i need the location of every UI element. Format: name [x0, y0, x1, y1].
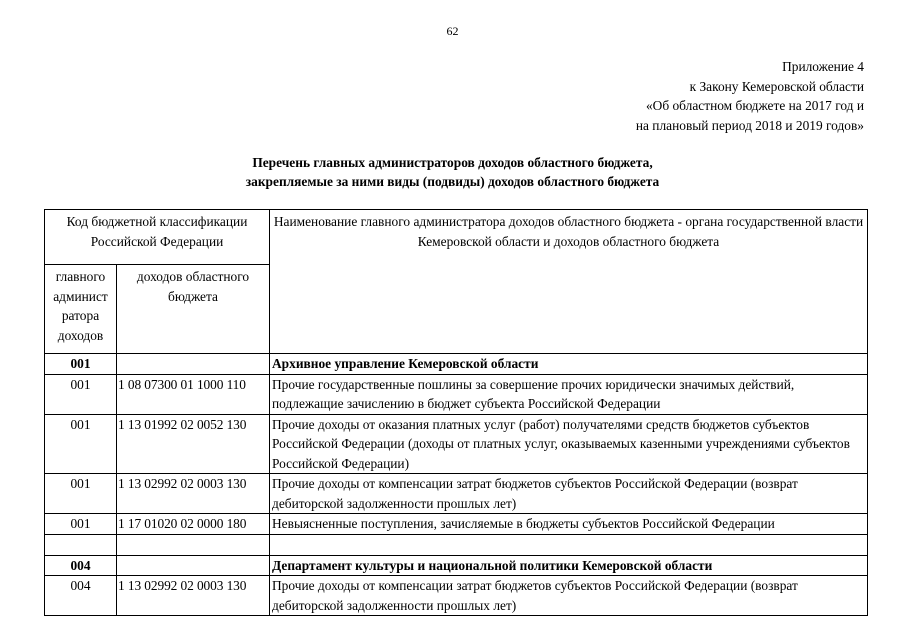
- header-code-group: Код бюджетной классификации Российской Федерации: [45, 210, 270, 265]
- table-row: [45, 474, 868, 514]
- income-code-cell: 1 13 01992 02 0052 130: [117, 414, 270, 474]
- admin-code-cell: 004: [45, 576, 117, 616]
- document-title-line: закрепляемые за ними виды (подвиды) доходов областного бюджета: [245, 174, 660, 189]
- admin-code-cell: 001: [45, 354, 117, 375]
- name-cell: Архивное управление Кемеровской области: [270, 354, 868, 375]
- appendix-line: «Об областном бюджете на 2017 год и: [645, 98, 864, 114]
- appendix-line: к Закону Кемеровской области: [689, 78, 864, 94]
- table-row: [45, 414, 868, 474]
- administrators-table: [44, 209, 868, 616]
- admin-code-cell: 001: [45, 474, 117, 514]
- income-code-cell: 1 13 02992 02 0003 130: [117, 474, 270, 514]
- header-admin-column: главного админист ратора доходов: [45, 265, 117, 354]
- spacer-cell: [270, 534, 868, 555]
- income-code-cell: 1 13 02992 02 0003 130: [117, 576, 270, 616]
- table-row: [45, 374, 868, 414]
- admin-code-cell: 001: [45, 514, 117, 535]
- document-title: [0, 153, 905, 191]
- admin-code-cell: 001: [45, 374, 117, 414]
- spacer-cell: [45, 534, 117, 555]
- header-name-column: Наименование главного администратора доходов областного бюджета - органа государственной власти Кемеровской области и доходов областного бюджета: [270, 210, 868, 354]
- name-cell: Прочие доходы от оказания платных услуг (работ) получателями средств бюджетов субъектов Российской Федерации (доходы от платных услуг, оказываемых казенными учреждениями субъектов Российской Федерации): [270, 414, 868, 474]
- income-code-cell: 1 08 07300 01 1000 110: [117, 374, 270, 414]
- name-cell: Прочие доходы от компенсации затрат бюджетов субъектов Российской Федерации (возврат дебиторской задолженности прошлых лет): [270, 576, 868, 616]
- page-number: 62: [446, 24, 459, 38]
- document-title-line: Перечень главных администраторов доходов областного бюджета,: [252, 155, 653, 170]
- income-code-cell: 1 17 01020 02 0000 180: [117, 514, 270, 535]
- admin-code-cell: 004: [45, 555, 117, 576]
- header-income-column: доходов областного бюджета: [117, 265, 270, 354]
- table-header-row: [45, 210, 868, 265]
- name-cell: Прочие государственные пошлины за совершение прочих юридически значимых действий, подлежащие зачислению в бюджет субъекта Российской Федерации: [270, 374, 868, 414]
- appendix-line: на плановый период 2018 и 2019 годов»: [635, 117, 864, 133]
- income-code-cell: [117, 555, 270, 576]
- table-spacer-row: [45, 534, 868, 555]
- table-row: [45, 514, 868, 535]
- name-cell: Департамент культуры и национальной политики Кемеровской области: [270, 555, 868, 576]
- table-row-section: [45, 555, 868, 576]
- income-code-cell: [117, 354, 270, 375]
- appendix-block: [636, 57, 864, 135]
- table-row-section: [45, 354, 868, 375]
- table-row: [45, 576, 868, 616]
- name-cell: Невыясненные поступления, зачисляемые в бюджеты субъектов Российской Федерации: [270, 514, 868, 535]
- admin-code-cell: 001: [45, 414, 117, 474]
- name-cell: Прочие доходы от компенсации затрат бюджетов субъектов Российской Федерации (возврат дебиторской задолженности прошлых лет): [270, 474, 868, 514]
- appendix-line: Приложение 4: [782, 59, 864, 74]
- spacer-cell: [117, 534, 270, 555]
